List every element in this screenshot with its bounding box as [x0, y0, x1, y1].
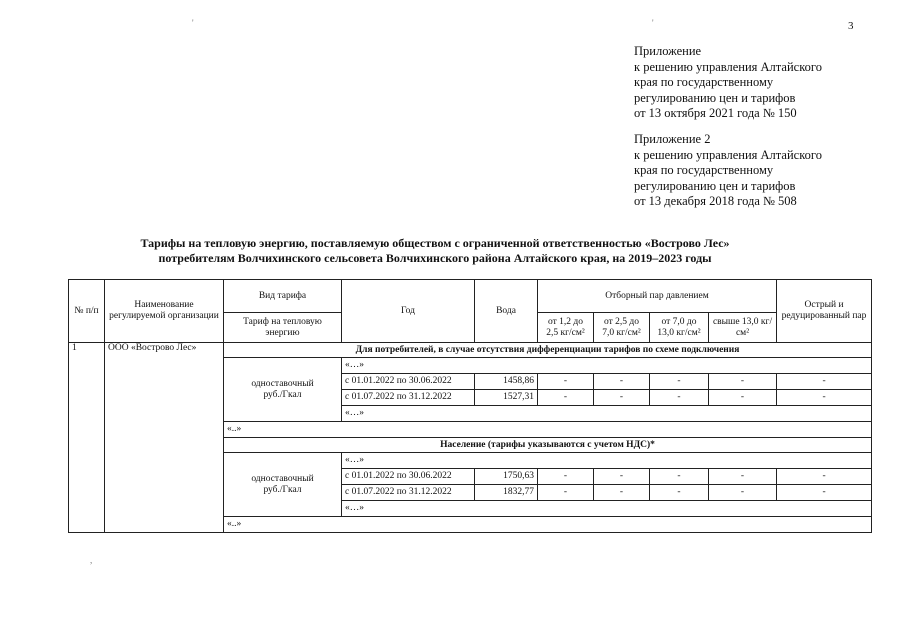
section-2-ellipsis: «…»	[342, 453, 872, 469]
sharp-steam-value: -	[777, 469, 872, 485]
tariff-label-line: одноставочный	[251, 378, 314, 389]
section-1-ellipsis: «…»	[342, 358, 872, 374]
section-1-title: Для потребителей, в случае отсутствия дифференциации тарифов по схеме подключения	[224, 343, 872, 358]
sharp-steam-value: -	[777, 485, 872, 501]
steam-1-value: -	[538, 374, 594, 390]
row-number: 1	[69, 343, 105, 533]
header-steam-3: от 7,0 до 13,0 кг/см²	[650, 313, 709, 343]
header-steam: Отборный пар давлением	[538, 280, 777, 313]
section-1-tariff-label	[224, 358, 342, 422]
steam-1-value: -	[538, 390, 594, 406]
steam-2-value: -	[594, 485, 650, 501]
annex-line: от 13 октября 2021 года № 150	[634, 106, 797, 120]
period: с 01.07.2022 по 31.12.2022	[342, 390, 475, 406]
annex-line: регулированию цен и тарифов	[634, 178, 796, 193]
steam-3-value: -	[650, 485, 709, 501]
water-value: 1458,86	[475, 374, 538, 390]
title-line-2: потребителям Волчихинского сельсовета Волчихинского района Алтайского края, на 2019–2023 годы	[158, 251, 712, 265]
tariff-label-unit: руб./Гкал	[263, 389, 302, 400]
steam-1-value: -	[538, 469, 594, 485]
steam-2-value: -	[594, 390, 650, 406]
annex-header-1	[634, 44, 822, 122]
period: с 01.01.2022 по 30.06.2022	[342, 469, 475, 485]
annex-line: края по государственному	[634, 75, 774, 89]
header-row	[69, 280, 872, 313]
header-steam-2: от 2,5 до 7,0 кг/см²	[594, 313, 650, 343]
steam-2-value: -	[594, 374, 650, 390]
header-steam-4: свыше 13,0 кг/см²	[709, 313, 777, 343]
section-2-ellipsis-end: «…»	[342, 501, 872, 517]
section-1-ellipsis-wide: «..»	[224, 422, 872, 438]
section-1-ellipsis-end: «…»	[342, 406, 872, 422]
period: с 01.07.2022 по 31.12.2022	[342, 485, 475, 501]
steam-3-value: -	[650, 374, 709, 390]
scan-mark: '	[192, 18, 194, 28]
header-tariff-sub: Тариф на тепловую энергию	[224, 313, 342, 343]
tariff-label-line: одноставочный	[251, 473, 314, 484]
steam-4-value: -	[709, 469, 777, 485]
title-line-1: Тарифы на тепловую энергию, поставляемую обществом с ограниченной ответственностью «Вострово Лес»	[140, 236, 730, 250]
steam-4-value: -	[709, 485, 777, 501]
sharp-steam-value: -	[777, 390, 872, 406]
steam-2-value: -	[594, 469, 650, 485]
steam-3-value: -	[650, 390, 709, 406]
header-org: Наименование регулируемой организации	[105, 280, 224, 343]
water-value: 1750,63	[475, 469, 538, 485]
annex-header-2	[634, 132, 822, 210]
steam-3-value: -	[650, 469, 709, 485]
annex-line: края по государственному	[634, 163, 774, 177]
header-steam-1: от 1,2 до 2,5 кг/см²	[538, 313, 594, 343]
annex-line: от 13 декабря 2018 года № 508	[634, 194, 797, 208]
annex-line: к решению управления Алтайского	[634, 147, 822, 162]
sharp-steam-value: -	[777, 374, 872, 390]
tariff-label-unit: руб./Гкал	[263, 484, 302, 495]
annex-line: к решению управления Алтайского	[634, 59, 822, 74]
section-2-title: Население (тарифы указываются с учетом НДС)*	[224, 438, 872, 453]
header-year: Год	[342, 280, 475, 343]
header-num: № п/п	[69, 280, 105, 343]
scan-mark: ,	[90, 555, 93, 565]
org-name: ООО «Вострово Лес»	[105, 343, 224, 533]
period: с 01.01.2022 по 30.06.2022	[342, 374, 475, 390]
section-2-tariff-label	[224, 453, 342, 517]
water-value: 1527,31	[475, 390, 538, 406]
header-sharp-steam: Острый и редуцированный пар	[777, 280, 872, 343]
annex-line: Приложение	[634, 44, 702, 58]
header-water: Вода	[475, 280, 538, 343]
scan-mark: '	[652, 18, 654, 28]
steam-4-value: -	[709, 390, 777, 406]
tariff-table	[68, 279, 872, 533]
section-2-ellipsis-wide: «..»	[224, 517, 872, 533]
section-1-title-row	[69, 343, 872, 358]
steam-4-value: -	[709, 374, 777, 390]
page-number: 3	[848, 20, 854, 32]
water-value: 1832,77	[475, 485, 538, 501]
steam-1-value: -	[538, 485, 594, 501]
annex-line: регулированию цен и тарифов	[634, 90, 796, 105]
header-tariff-type: Вид тарифа	[224, 280, 342, 313]
annex-line: Приложение 2	[634, 132, 711, 146]
document-title	[68, 236, 802, 266]
